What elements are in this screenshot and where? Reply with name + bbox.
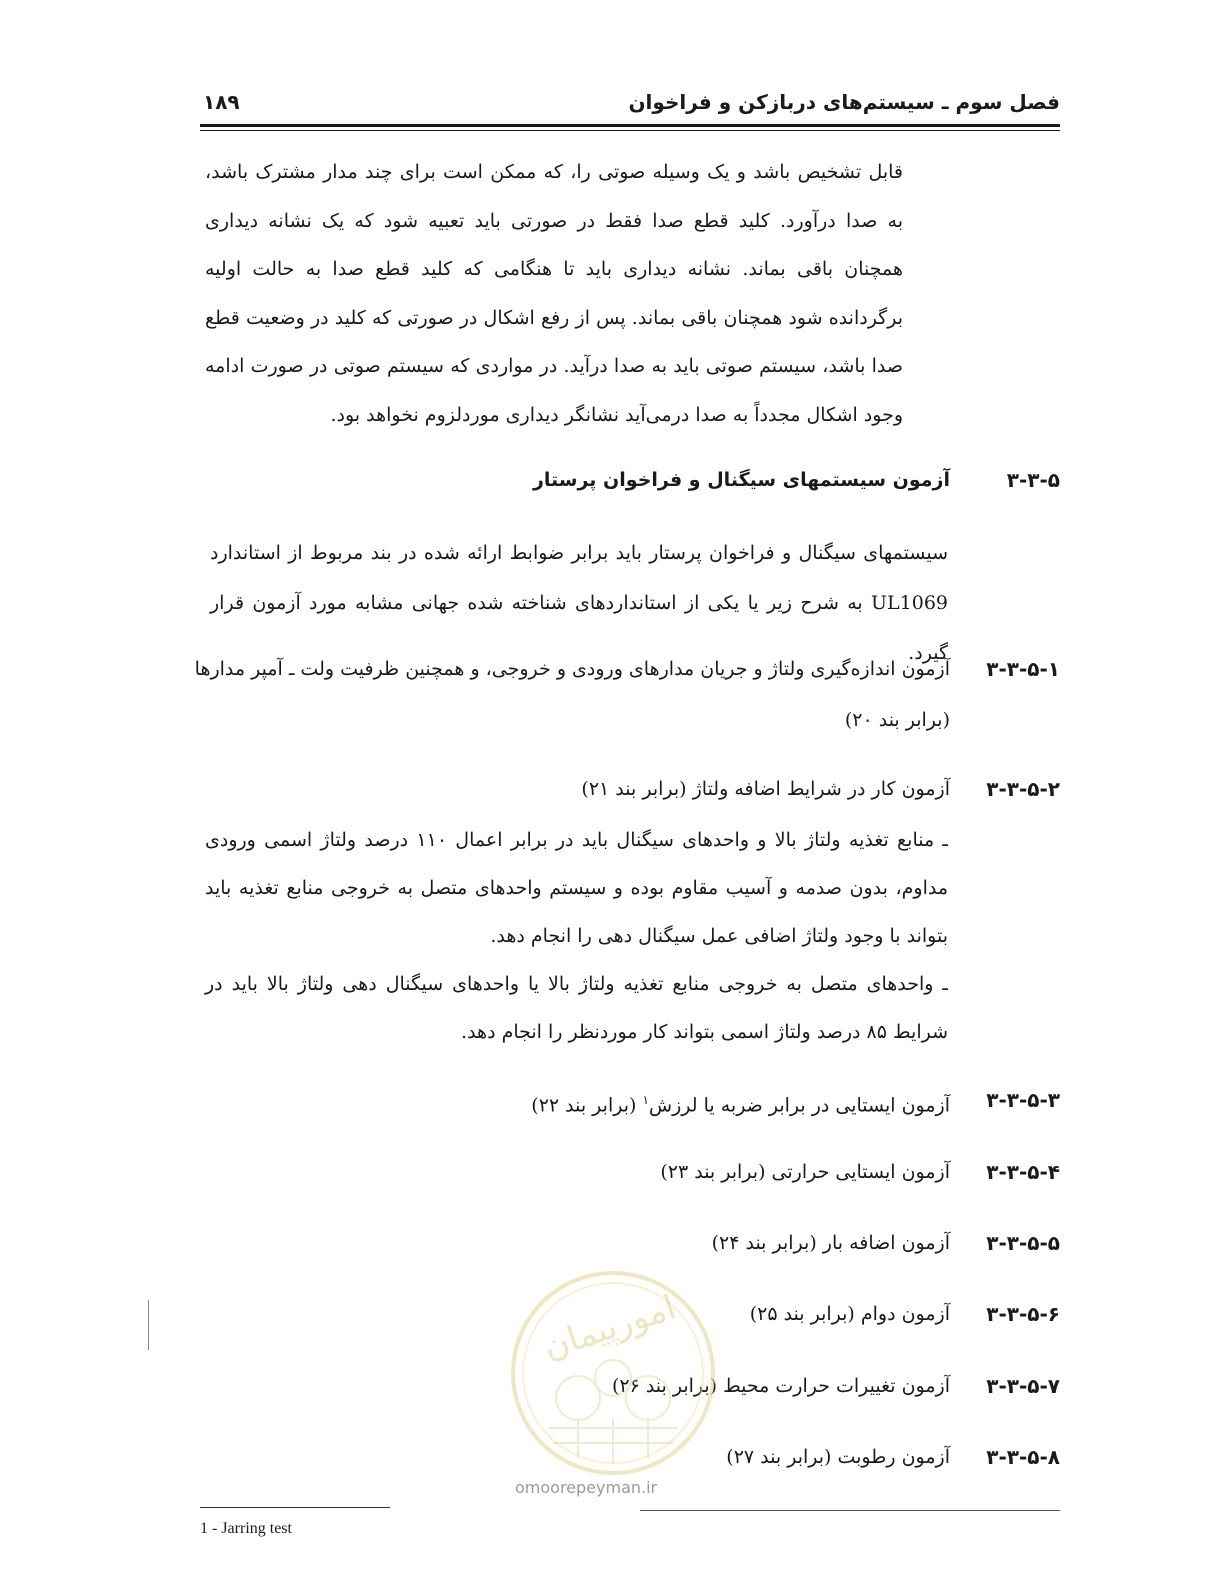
item-text: آزمون تغییرات حرارت محیط (برابر بند ۲۶) [611, 1375, 950, 1397]
chapter-title: فصل سوم ـ سیستم‌های دربازکن و فراخوان [628, 90, 1060, 114]
item-text: آزمون اندازه‌گیری ولتاژ و جریان مدارهای ورودی و خروجی، و همچنین ظرفیت ولت ـ آمپر مدارها [194, 658, 950, 680]
item [200, 1080, 1060, 1120]
section-title: آزمون سیستمهای سیگنال و فراخوان پرستار [532, 469, 950, 491]
watermark-logo-text: امورپیمان [538, 1287, 681, 1368]
item-text [200, 1080, 950, 1125]
page-number: ۱۸۹ [203, 90, 240, 114]
item-text: آزمون ایستایی حرارتی (برابر بند ۲۳) [660, 1161, 950, 1183]
item-continuation: (برابر بند ۲۰) [844, 709, 950, 731]
item-text-after: (برابر بند ۲۲) [531, 1094, 643, 1117]
item [200, 769, 1060, 809]
bottom-rule [640, 1510, 1060, 1511]
bullet-item: ـ واحدهای متصل به خروجی منابع تغذیه ولتاژ بالا یا واحدهای سیگنال دهی ولتاژ بالا باید در شرایط ۸۵ درصد ولتاژ اسمی بتواند کار موردنظر را انجام دهد. [205, 973, 948, 1043]
footnote: 1 - Jarring test [200, 1520, 292, 1537]
item-text: آزمون رطوبت (برابر بند ۲۷) [726, 1446, 950, 1468]
footnote-rule [200, 1507, 390, 1508]
item-number: ۳-۳-۵-۱ [986, 657, 1060, 681]
section-number: ۳-۳-۵ [1006, 468, 1060, 492]
item-number: ۳-۳-۵-۳ [986, 1088, 1060, 1112]
header-rule-thin [200, 130, 1060, 131]
section-heading [200, 460, 1060, 500]
item [200, 1152, 1060, 1192]
footnote-mark: ۱ [642, 1093, 649, 1107]
margin-mark [148, 1300, 149, 1350]
item-number: ۳-۳-۵-۴ [986, 1160, 1060, 1184]
item-number: ۳-۳-۵-۷ [986, 1374, 1060, 1398]
item-number: ۳-۳-۵-۶ [986, 1302, 1060, 1326]
watermark-logo [508, 1268, 718, 1478]
bullet-item: ـ منابع تغذیه ولتاژ بالا و واحدهای سیگنال باید در برابر اعمال ۱۱۰ درصد ولتاژ اسمی ورودی مداوم، بدون صدمه و آسیب مقاوم بوده و سیستم واحدهای متصل به خروجی منابع تغذیه باید بتواند با وجود ولتاژ اضافی عمل سیگنال دهی را انجام دهد. [205, 829, 948, 947]
item-text: آزمون دوام (برابر بند ۲۵) [749, 1303, 950, 1325]
item [200, 1223, 1060, 1263]
item-number: ۳-۳-۵-۵ [986, 1231, 1060, 1255]
item-text: آزمون اضافه بار (برابر بند ۲۴) [711, 1232, 950, 1254]
item-text-main: آزمون ایستایی در برابر ضربه یا لرزش [648, 1094, 950, 1117]
watermark-url: omoorepeyman.ir [515, 1478, 658, 1497]
section-paragraph: سیستمهای سیگنال و فراخوان پرستار باید برابر ضوابط ارائه شده در بند مربوط از استاندارد UL1069 به شرح زیر یا یکی از استانداردهای شناخته شده جهانی مشابه مورد آزمون قرار گیرد. [210, 542, 948, 664]
item-number: ۳-۳-۵-۸ [986, 1445, 1060, 1469]
header-rule [200, 124, 1060, 127]
intro-paragraph: قابل تشخیص باشد و یک وسیله صوتی را، که ممکن است برای چند مدار مشترک باشد، به صدا درآورد. کلید قطع صدا فقط در صورتی باید تعبیه شود که یک نشانه دیداری همچنان باقی بماند. نشانه دیداری باید تا هنگامی که کلید قطع صدا به حالت اولیه برگردانده شود همچنان باقی بماند. پس از رفع اشکال در صورتی که کلید در وضعیت قطع صدا باشد، سیستم صوتی باید به صدا درآید. در مواردی که سیستم صوتی در صورت ادامه وجود اشکال مجدداً به صدا درمی‌آید نشانگر دیداری موردلزوم نخواهد بود. [205, 161, 904, 426]
item [194, 649, 1060, 689]
item-text: آزمون کار در شرایط اضافه ولتاژ (برابر بند ۲۱) [581, 778, 950, 800]
item-number: ۳-۳-۵-۲ [986, 777, 1060, 801]
